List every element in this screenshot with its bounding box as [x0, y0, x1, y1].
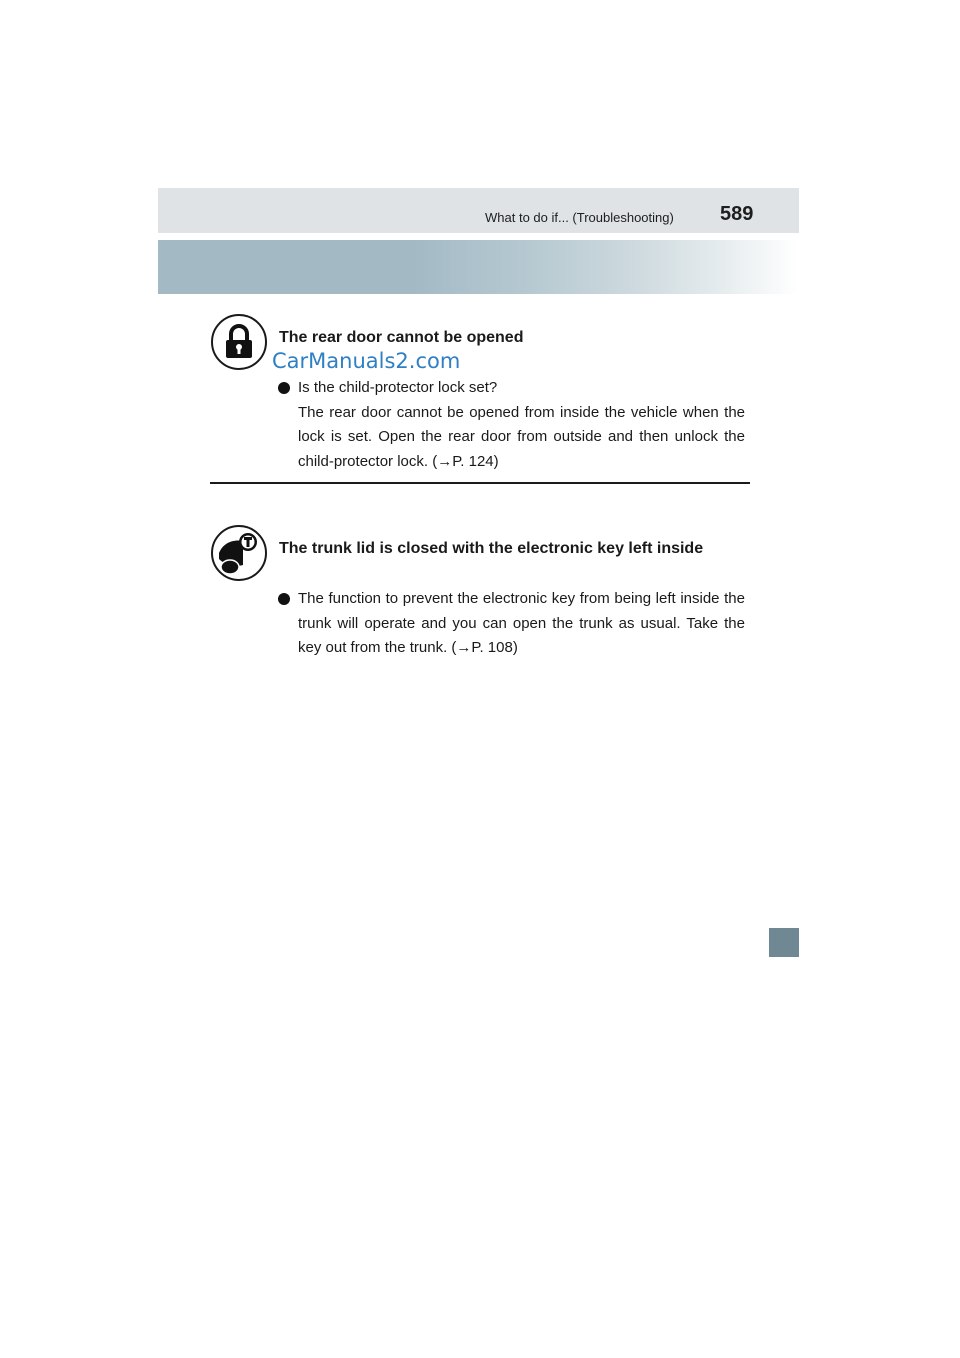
bullet-dot-icon	[278, 593, 290, 605]
bullet-item	[278, 587, 745, 661]
section-body-trunk-lid	[278, 587, 745, 661]
bullet-dot-icon	[278, 382, 290, 394]
section-body-rear-door	[278, 376, 745, 474]
page-header-bar	[158, 188, 799, 233]
bullet-question: Is the child-protector lock set?	[298, 379, 498, 396]
running-header-title: What to do if... (Troubleshooting)	[485, 210, 674, 225]
section-divider	[210, 482, 750, 484]
padlock-icon	[211, 314, 267, 370]
page-number: 589	[720, 203, 754, 225]
bullet-explanation: The rear door cannot be opened from inside the vehicle when the lock is set. Open the rear door from outside and then unlock the child-protector lock. (→P. 124)	[298, 403, 745, 470]
section-heading-trunk-lid: The trunk lid is closed with the electronic key left inside	[279, 540, 704, 557]
watermark-text: CarManuals2.com	[272, 349, 461, 373]
bullet-item	[278, 376, 745, 401]
section-banner	[158, 240, 799, 294]
key-in-trunk-icon	[211, 525, 267, 581]
bullet-explanation: The function to prevent the electronic key from being left inside the trunk will operate and you can open the trunk as usual. Take the key out from the trunk. (→P. 108)	[298, 590, 745, 656]
chapter-side-tab	[769, 928, 799, 957]
section-heading-rear-door: The rear door cannot be opened	[279, 329, 524, 346]
